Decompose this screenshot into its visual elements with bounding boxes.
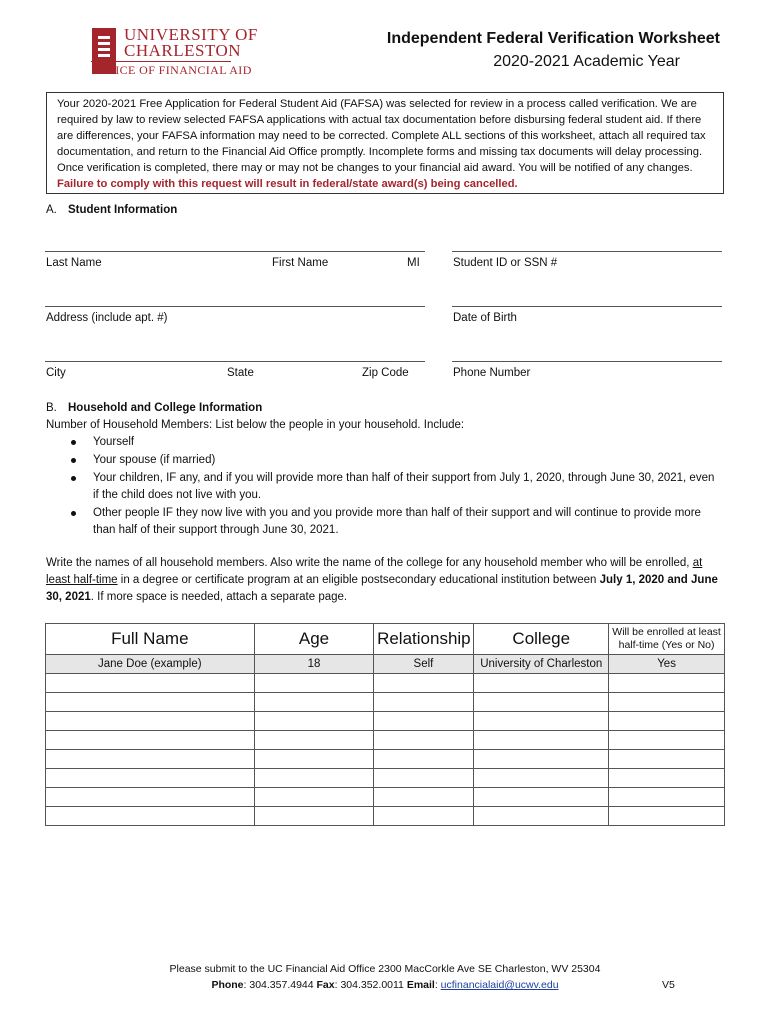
- age-cell[interactable]: [254, 788, 374, 807]
- college-cell[interactable]: [474, 693, 609, 712]
- half-time-cell[interactable]: [609, 731, 725, 750]
- name-cell[interactable]: [46, 712, 255, 731]
- name-cell[interactable]: [46, 788, 255, 807]
- fax-label: Fax: [316, 979, 335, 991]
- header-age: Age: [254, 624, 374, 655]
- instructions-underlined: at least half-time: [46, 557, 703, 586]
- table-header-row: [46, 624, 725, 655]
- version-label: V5: [662, 979, 675, 991]
- section-a-title: Student Information: [68, 204, 178, 216]
- city-label: City: [46, 367, 66, 379]
- intro-body: Your 2020-2021 Free Application for Federal Student Aid (FAFSA) was selected for review in a process called verification. We are required by law to review selected FAFSA applications with actual tax documentation before disbursing federal student aid. If there are differences, your FAFSA information may need to be corrected. Complete ALL sections of this worksheet, attach all required tax documentation, and return to the Financial Aid Office promptly. Incomplete forms and missing tax documents will delay processing. Once verification is completed, there may or may not be changes to your financial aid award. You will be notified of any changes.: [57, 98, 706, 174]
- header-college: College: [474, 624, 609, 655]
- college-cell[interactable]: [474, 807, 609, 826]
- relationship-cell[interactable]: [374, 769, 474, 788]
- table-row[interactable]: [46, 788, 725, 807]
- age-cell[interactable]: [254, 674, 374, 693]
- bullet-icon: [71, 476, 76, 481]
- instructions-dates: July 1, 2020 and June 30, 2021: [46, 574, 718, 603]
- address-label: Address (include apt. #): [46, 312, 168, 324]
- relationship-cell[interactable]: [374, 788, 474, 807]
- address-line[interactable]: [45, 306, 425, 307]
- college-cell[interactable]: [474, 769, 609, 788]
- intro-warning: Failure to comply with this request will result in federal/state award(s) being cancelled.: [57, 178, 518, 190]
- bullet-item: Your children, IF any, and if you will provide more than half of their support from July 1, 2020, through June 30, 2021, even if the child does not live with you.: [93, 472, 715, 501]
- age-cell[interactable]: [254, 731, 374, 750]
- name-cell[interactable]: [46, 731, 255, 750]
- footer-contact: [0, 979, 770, 991]
- household-instructions: [46, 555, 726, 606]
- relationship-cell[interactable]: [374, 712, 474, 731]
- section-b-title: Household and College Information: [68, 402, 263, 414]
- example-name: Jane Doe (example): [46, 655, 255, 674]
- table-row[interactable]: [46, 674, 725, 693]
- bullet-item: Your spouse (if married): [93, 454, 216, 466]
- table-row-example: [46, 655, 725, 674]
- phone-number: : 304.357.4944: [243, 979, 317, 991]
- college-cell[interactable]: [474, 750, 609, 769]
- half-time-cell[interactable]: [609, 788, 725, 807]
- dob-line[interactable]: [452, 306, 722, 307]
- email-link[interactable]: ucfinancialaid@ucwv.edu: [440, 979, 559, 991]
- table-row[interactable]: [46, 769, 725, 788]
- bullet-icon: [71, 440, 76, 445]
- page-title: Independent Federal Verification Worksheet: [386, 30, 720, 47]
- student-id-line[interactable]: [452, 251, 722, 252]
- logo-divider: [91, 61, 231, 62]
- college-cell[interactable]: [474, 712, 609, 731]
- name-line[interactable]: [45, 251, 425, 252]
- college-cell[interactable]: [474, 674, 609, 693]
- household-intro: Number of Household Members: List below the people in your household. Include:: [46, 419, 465, 431]
- bullet-item: Yourself: [93, 436, 135, 448]
- half-time-cell[interactable]: [609, 807, 725, 826]
- name-cell[interactable]: [46, 674, 255, 693]
- header-relationship: Relationship: [374, 624, 474, 655]
- phone-line[interactable]: [452, 361, 722, 362]
- student-id-label: Student ID or SSN #: [453, 257, 558, 269]
- half-time-cell[interactable]: [609, 750, 725, 769]
- instructions-part: Write the names of all household members. Also write the name of the college for any household member who will be enrolled,: [46, 557, 693, 569]
- page-subtitle: 2020-2021 Academic Year: [493, 53, 680, 70]
- bullet-icon: [71, 458, 76, 463]
- zip-label: Zip Code: [362, 367, 409, 379]
- section-b-letter: B.: [46, 402, 57, 414]
- footer-address: Please submit to the UC Financial Aid Office 2300 MacCorkle Ave SE Charleston, WV 25304: [169, 963, 601, 975]
- half-time-cell[interactable]: [609, 769, 725, 788]
- relationship-cell[interactable]: [374, 731, 474, 750]
- name-cell[interactable]: [46, 693, 255, 712]
- logo-text-charleston: CHARLESTON: [124, 41, 242, 60]
- age-cell[interactable]: [254, 750, 374, 769]
- logo-text-university: UNIVERSITY OF: [124, 25, 258, 44]
- relationship-cell[interactable]: [374, 674, 474, 693]
- instructions-part: . If more space is needed, attach a separate page.: [90, 591, 348, 603]
- bullet-icon: [71, 511, 76, 516]
- name-cell[interactable]: [46, 769, 255, 788]
- last-name-label: Last Name: [46, 257, 102, 269]
- table-row[interactable]: [46, 731, 725, 750]
- household-table: [45, 623, 725, 826]
- header-half-time: Will be enrolled at least half-time (Yes or No): [609, 624, 725, 655]
- example-half-time: Yes: [609, 655, 725, 674]
- table-row[interactable]: [46, 712, 725, 731]
- half-time-cell[interactable]: [609, 674, 725, 693]
- table-row[interactable]: [46, 750, 725, 769]
- bullet-item: Other people IF they now live with you and you provide more than half of their support and will continue to provide more than half of their support through June 30, 2021.: [93, 507, 701, 536]
- relationship-cell[interactable]: [374, 693, 474, 712]
- example-relationship: Self: [374, 655, 474, 674]
- intro-text: [57, 96, 717, 192]
- logo-text-office: OFFICE OF FINANCIAL AID: [92, 63, 252, 77]
- city-state-zip-line[interactable]: [45, 361, 425, 362]
- phone-label: Phone: [211, 979, 244, 991]
- example-college: University of Charleston: [474, 655, 609, 674]
- dob-label: Date of Birth: [453, 312, 517, 324]
- mi-label: MI: [407, 257, 420, 269]
- table-row[interactable]: [46, 693, 725, 712]
- half-time-cell[interactable]: [609, 693, 725, 712]
- age-cell[interactable]: [254, 712, 374, 731]
- half-time-cell[interactable]: [609, 712, 725, 731]
- section-a-letter: A.: [46, 204, 57, 216]
- fax-number: : 304.352.0011: [334, 979, 407, 991]
- relationship-cell[interactable]: [374, 750, 474, 769]
- email-separator: :: [434, 979, 441, 991]
- instructions-part: in a degree or certificate program at an eligible postsecondary educational institution between: [117, 574, 600, 586]
- example-age: 18: [254, 655, 374, 674]
- name-cell[interactable]: [46, 750, 255, 769]
- name-cell[interactable]: [46, 807, 255, 826]
- age-cell[interactable]: [254, 769, 374, 788]
- phone-label: Phone Number: [453, 367, 531, 379]
- email-label: Email: [406, 979, 435, 991]
- first-name-label: First Name: [272, 257, 329, 269]
- state-label: State: [227, 367, 254, 379]
- college-cell[interactable]: [474, 731, 609, 750]
- age-cell[interactable]: [254, 693, 374, 712]
- relationship-cell[interactable]: [374, 807, 474, 826]
- table-row[interactable]: [46, 807, 725, 826]
- college-cell[interactable]: [474, 788, 609, 807]
- age-cell[interactable]: [254, 807, 374, 826]
- header-full-name: Full Name: [46, 624, 255, 655]
